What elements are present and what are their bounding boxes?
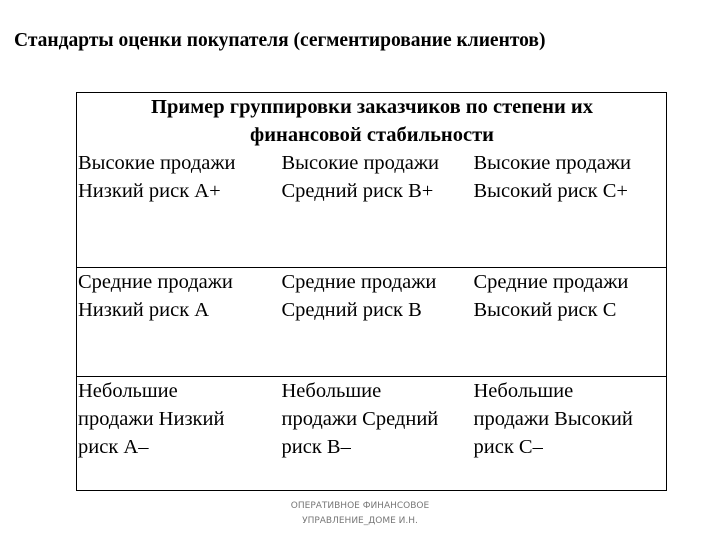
cell-line: Средние продажи <box>78 271 233 293</box>
cell-line: Средний риск В+ <box>281 180 434 202</box>
cell-line: Средние продажи <box>473 271 629 293</box>
table-row <box>77 268 667 377</box>
table-cell <box>281 268 473 377</box>
table-cell <box>77 149 281 268</box>
footer-line: ОПЕРАТИВНОЕ ФИНАНСОВОЕ <box>290 501 430 511</box>
caption-line: Пример группировки заказчиков по степени их <box>151 96 593 118</box>
table-caption-row <box>77 93 667 150</box>
cell-line: продажи Средний <box>281 408 439 430</box>
cell-line: риск С– <box>473 436 543 458</box>
slide-footer <box>250 499 470 529</box>
table-cell <box>281 377 473 491</box>
table-cell <box>473 377 667 491</box>
table-row <box>77 149 667 268</box>
cell-line: продажи Высокий <box>473 408 633 430</box>
cell-line: Высокие продажи <box>281 152 439 174</box>
table-cell <box>281 149 473 268</box>
cell-line: Высокие продажи <box>78 152 236 174</box>
cell-line: Небольшие <box>78 380 178 402</box>
table-caption <box>77 93 667 150</box>
cell-line: Средние продажи <box>281 271 437 293</box>
table-cell <box>473 268 667 377</box>
segmentation-table <box>76 92 667 491</box>
slide-title: Стандарты оценки покупателя (сегментирование клиентов) <box>14 30 546 51</box>
table-cell <box>473 149 667 268</box>
cell-line: Средний риск В <box>281 299 422 321</box>
caption-line: финансовой стабильности <box>250 124 494 146</box>
cell-line: Высокие продажи <box>473 152 631 174</box>
cell-line: Высокий риск С <box>473 299 617 321</box>
table-cell <box>77 268 281 377</box>
table-cell <box>77 377 281 491</box>
cell-line: риск В– <box>281 436 351 458</box>
cell-line: риск А– <box>78 436 149 458</box>
cell-line: Высокий риск С+ <box>473 180 628 202</box>
cell-line: Низкий риск А+ <box>78 180 221 202</box>
cell-line: продажи Низкий <box>78 408 225 430</box>
footer-line: УПРАВЛЕНИЕ_ДОМЕ И.Н. <box>302 516 418 526</box>
cell-line: Небольшие <box>281 380 382 402</box>
cell-line: Небольшие <box>473 380 574 402</box>
cell-line: Низкий риск А <box>78 299 210 321</box>
table-row <box>77 377 667 491</box>
